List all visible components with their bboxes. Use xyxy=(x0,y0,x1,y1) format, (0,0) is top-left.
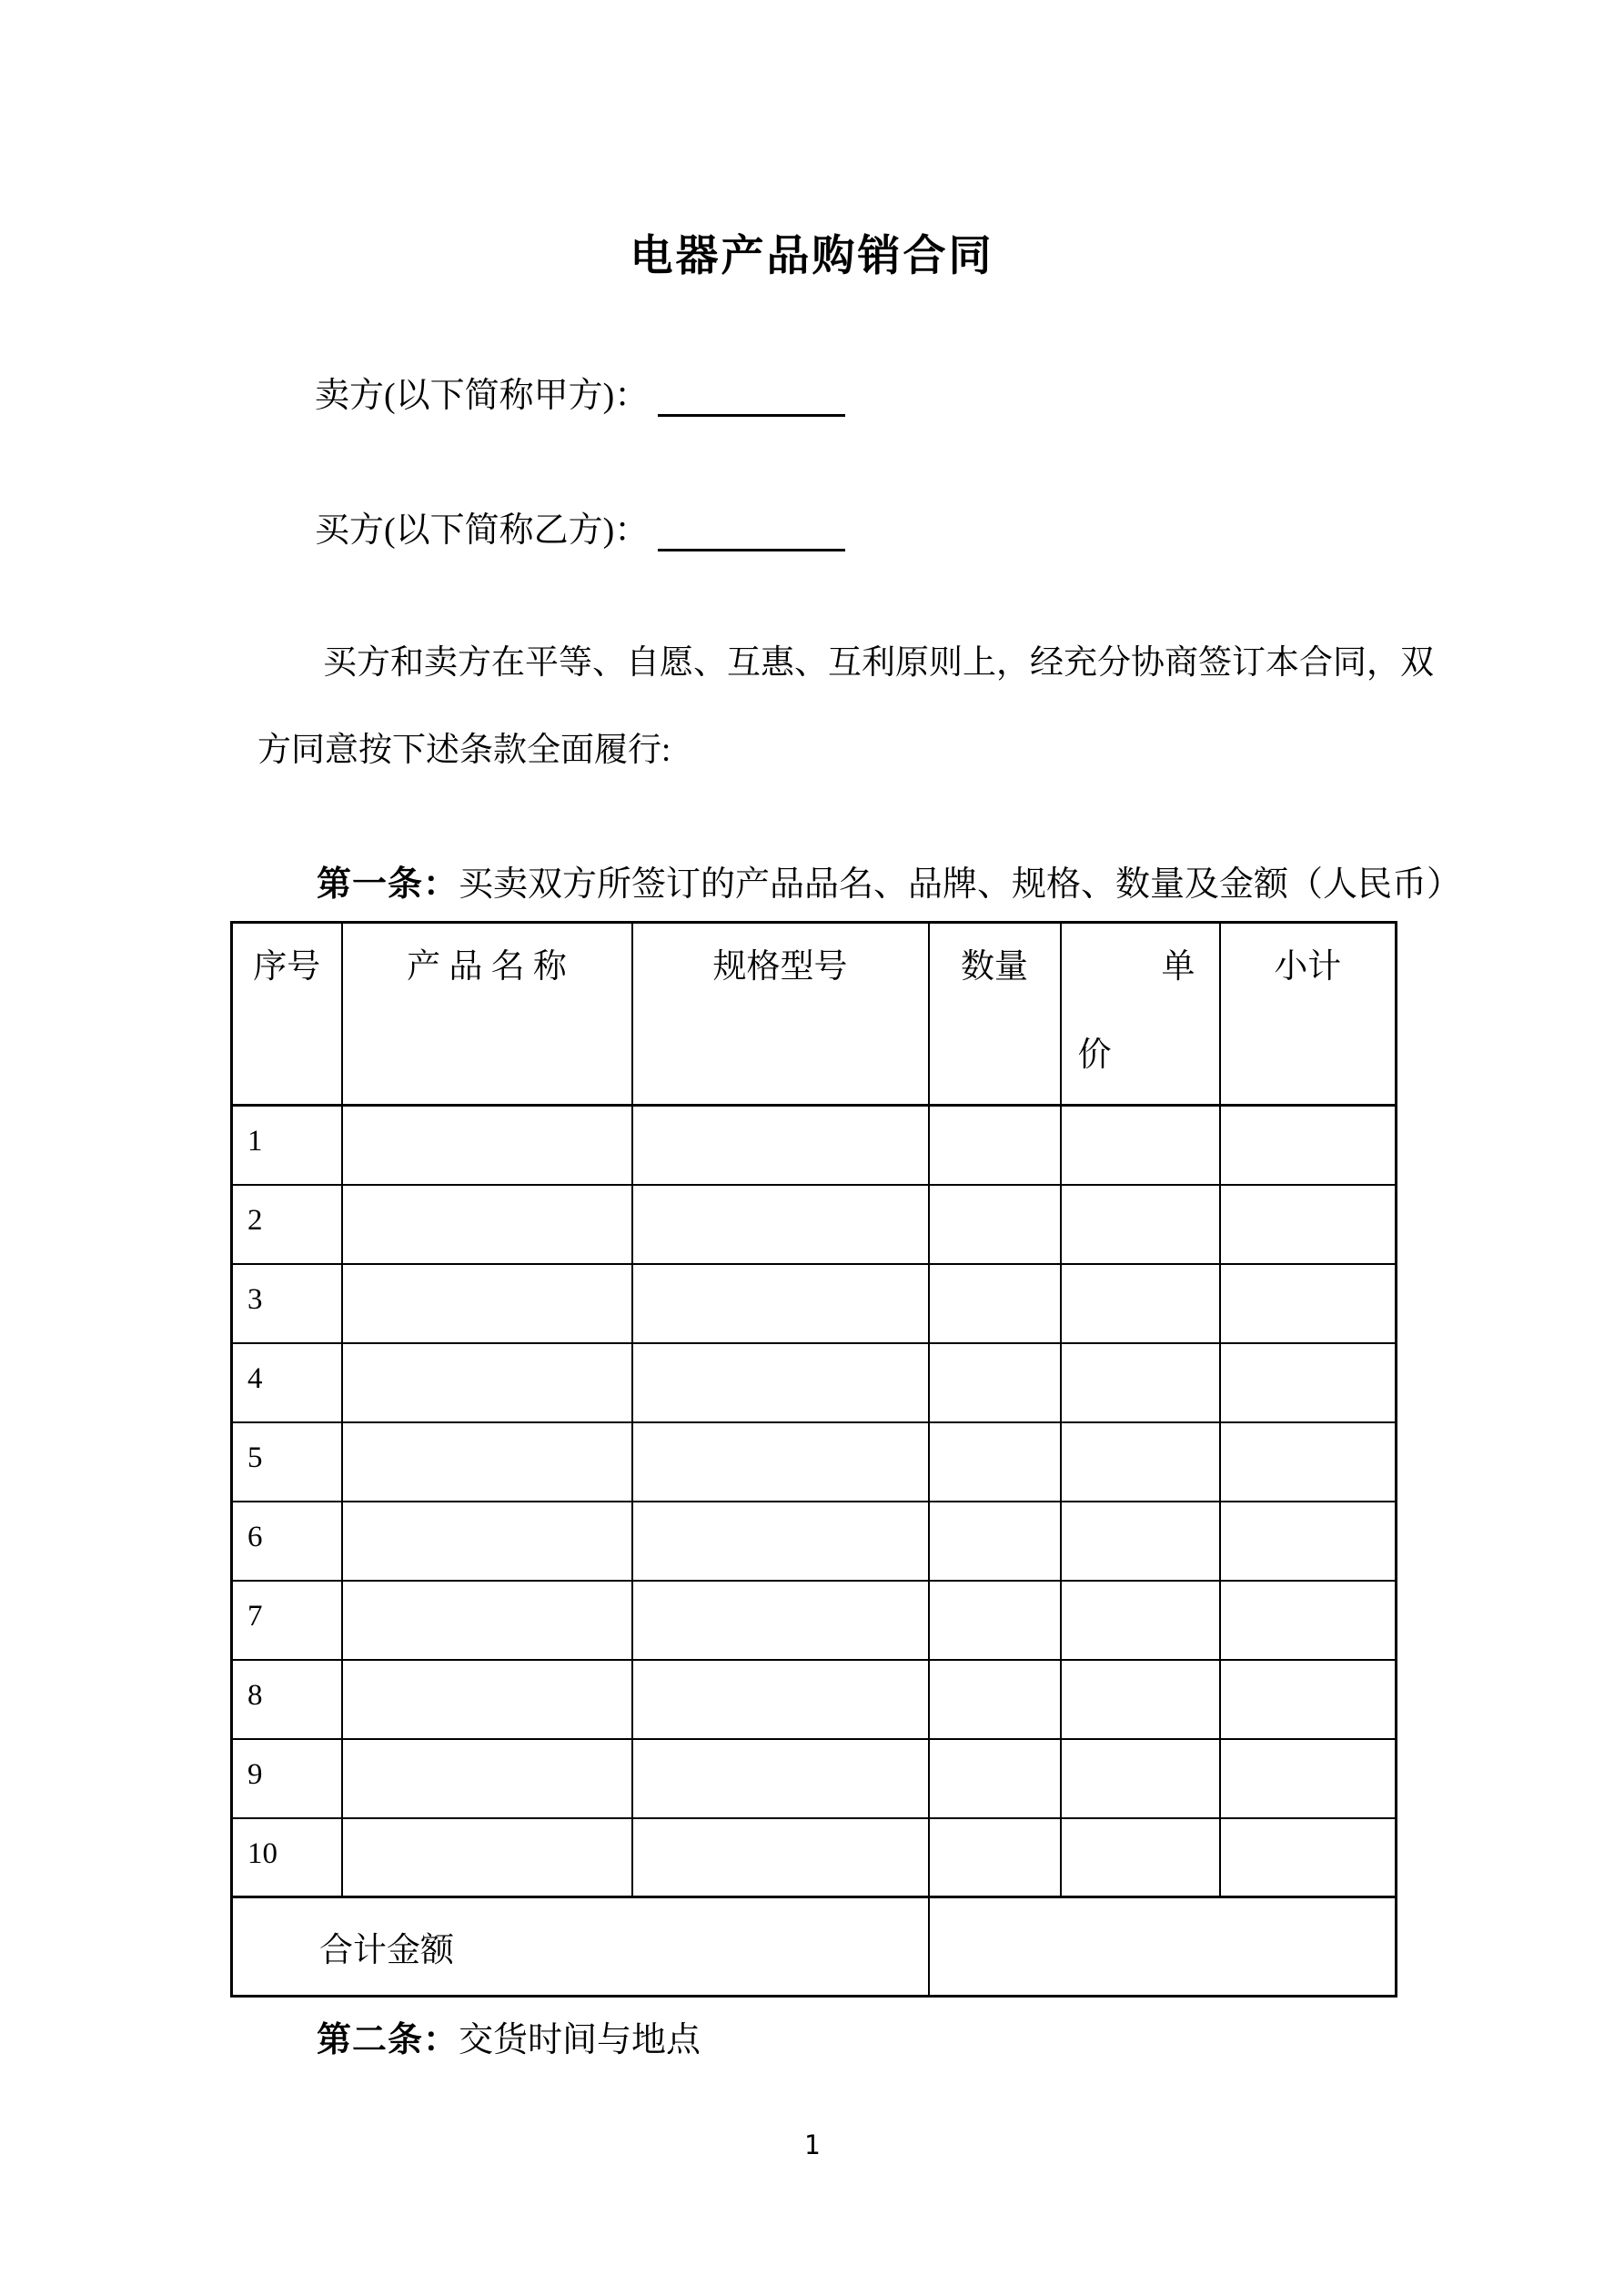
clause-2-text: 交货时间与地点 xyxy=(459,2021,701,2059)
spec-model-cell xyxy=(632,1106,929,1185)
header-product-name: 产 品 名 称 xyxy=(342,923,632,1106)
unit-price-cell xyxy=(1061,1502,1220,1581)
unit-price-cell xyxy=(1061,1581,1220,1660)
product-name-cell xyxy=(342,1185,632,1264)
spec-model-cell xyxy=(632,1660,929,1739)
page-number: 1 xyxy=(803,2129,821,2160)
product-table xyxy=(230,921,1397,1998)
spec-model-cell xyxy=(632,1185,929,1264)
subtotal-cell xyxy=(1220,1581,1397,1660)
quantity-cell xyxy=(929,1818,1061,1897)
header-unit-price xyxy=(1061,923,1220,1106)
quantity-cell xyxy=(929,1502,1061,1581)
spec-model-cell xyxy=(632,1343,929,1422)
unit-price-cell xyxy=(1061,1185,1220,1264)
table-total-row xyxy=(232,1897,1397,1997)
unit-price-cell xyxy=(1061,1264,1220,1343)
clause-1-number: 第一条： xyxy=(317,865,459,904)
quantity-cell xyxy=(929,1343,1061,1422)
seller-party-line xyxy=(315,375,845,417)
buyer-label: 买方(以下简称乙方)： xyxy=(315,511,650,550)
product-name-cell xyxy=(342,1106,632,1185)
table-row xyxy=(232,1264,1397,1343)
buyer-party-line xyxy=(315,510,845,551)
clause-1-text: 买卖双方所签订的产品品名、品牌、规格、数量及金额（人民币） xyxy=(459,865,1462,904)
row-number-cell: 9 xyxy=(232,1739,342,1818)
quantity-cell xyxy=(929,1422,1061,1502)
table-row xyxy=(232,1739,1397,1818)
product-name-cell xyxy=(342,1818,632,1897)
seller-label: 卖方(以下简称甲方)： xyxy=(315,377,650,415)
product-name-cell xyxy=(342,1660,632,1739)
subtotal-cell xyxy=(1220,1264,1397,1343)
row-number-cell: 4 xyxy=(232,1343,342,1422)
header-unit-price-char-2: 价 xyxy=(1077,1037,1112,1074)
unit-price-cell xyxy=(1061,1818,1220,1897)
spec-model-cell xyxy=(632,1264,929,1343)
unit-price-cell xyxy=(1061,1422,1220,1502)
subtotal-cell xyxy=(1220,1660,1397,1739)
row-number-cell: 7 xyxy=(232,1581,342,1660)
unit-price-cell xyxy=(1061,1660,1220,1739)
spec-model-cell xyxy=(632,1422,929,1502)
table-row xyxy=(232,1185,1397,1264)
clause-2-heading xyxy=(257,2018,1404,2062)
table-header-row xyxy=(232,923,1397,1106)
quantity-cell xyxy=(929,1185,1061,1264)
document-title: 电器产品购销合同 xyxy=(630,233,994,280)
total-amount-label: 合计金额 xyxy=(232,1897,929,1997)
clause-1-heading xyxy=(257,863,1462,906)
table-row xyxy=(232,1581,1397,1660)
spec-model-cell xyxy=(632,1581,929,1660)
table-row xyxy=(232,1502,1397,1581)
row-number-cell: 8 xyxy=(232,1660,342,1739)
subtotal-cell xyxy=(1220,1185,1397,1264)
product-name-cell xyxy=(342,1264,632,1343)
product-name-cell xyxy=(342,1581,632,1660)
quantity-cell xyxy=(929,1660,1061,1739)
spec-model-cell xyxy=(632,1818,929,1897)
seller-name-blank xyxy=(658,377,845,417)
subtotal-cell xyxy=(1220,1739,1397,1818)
unit-price-cell xyxy=(1061,1343,1220,1422)
table-row xyxy=(232,1343,1397,1422)
product-name-cell xyxy=(342,1739,632,1818)
table-row xyxy=(232,1660,1397,1739)
product-name-cell xyxy=(342,1343,632,1422)
header-subtotal: 小计 xyxy=(1220,923,1397,1106)
quantity-cell xyxy=(929,1106,1061,1185)
header-quantity: 数量 xyxy=(929,923,1061,1106)
row-number-cell: 10 xyxy=(232,1818,342,1897)
total-amount-value xyxy=(929,1897,1397,1997)
unit-price-cell xyxy=(1061,1106,1220,1185)
spec-model-cell xyxy=(632,1739,929,1818)
row-number-cell: 6 xyxy=(232,1502,342,1581)
buyer-name-blank xyxy=(658,511,845,551)
row-number-cell: 1 xyxy=(232,1106,342,1185)
subtotal-cell xyxy=(1220,1818,1397,1897)
row-number-cell: 5 xyxy=(232,1422,342,1502)
quantity-cell xyxy=(929,1264,1061,1343)
subtotal-cell xyxy=(1220,1106,1397,1185)
row-number-cell: 3 xyxy=(232,1264,342,1343)
subtotal-cell xyxy=(1220,1422,1397,1502)
quantity-cell xyxy=(929,1739,1061,1818)
quantity-cell xyxy=(929,1581,1061,1660)
preamble-line-1: 买方和卖方在平等、自愿、互惠、互利原则上，经充分协商签订本合同，双 xyxy=(323,644,1434,682)
table-row xyxy=(232,1106,1397,1185)
subtotal-cell xyxy=(1220,1502,1397,1581)
product-name-cell xyxy=(342,1502,632,1581)
table-row xyxy=(232,1422,1397,1502)
unit-price-cell xyxy=(1061,1739,1220,1818)
spec-model-cell xyxy=(632,1502,929,1581)
header-index: 序号 xyxy=(232,923,342,1106)
row-number-cell: 2 xyxy=(232,1185,342,1264)
header-spec-model: 规格型号 xyxy=(632,923,929,1106)
table-row xyxy=(232,1818,1397,1897)
preamble-line-2: 方同意按下述条款全面履行: xyxy=(257,732,671,769)
clause-2-number: 第二条： xyxy=(317,2021,459,2059)
product-name-cell xyxy=(342,1422,632,1502)
subtotal-cell xyxy=(1220,1343,1397,1422)
header-unit-price-char-1: 单 xyxy=(1161,948,1195,986)
